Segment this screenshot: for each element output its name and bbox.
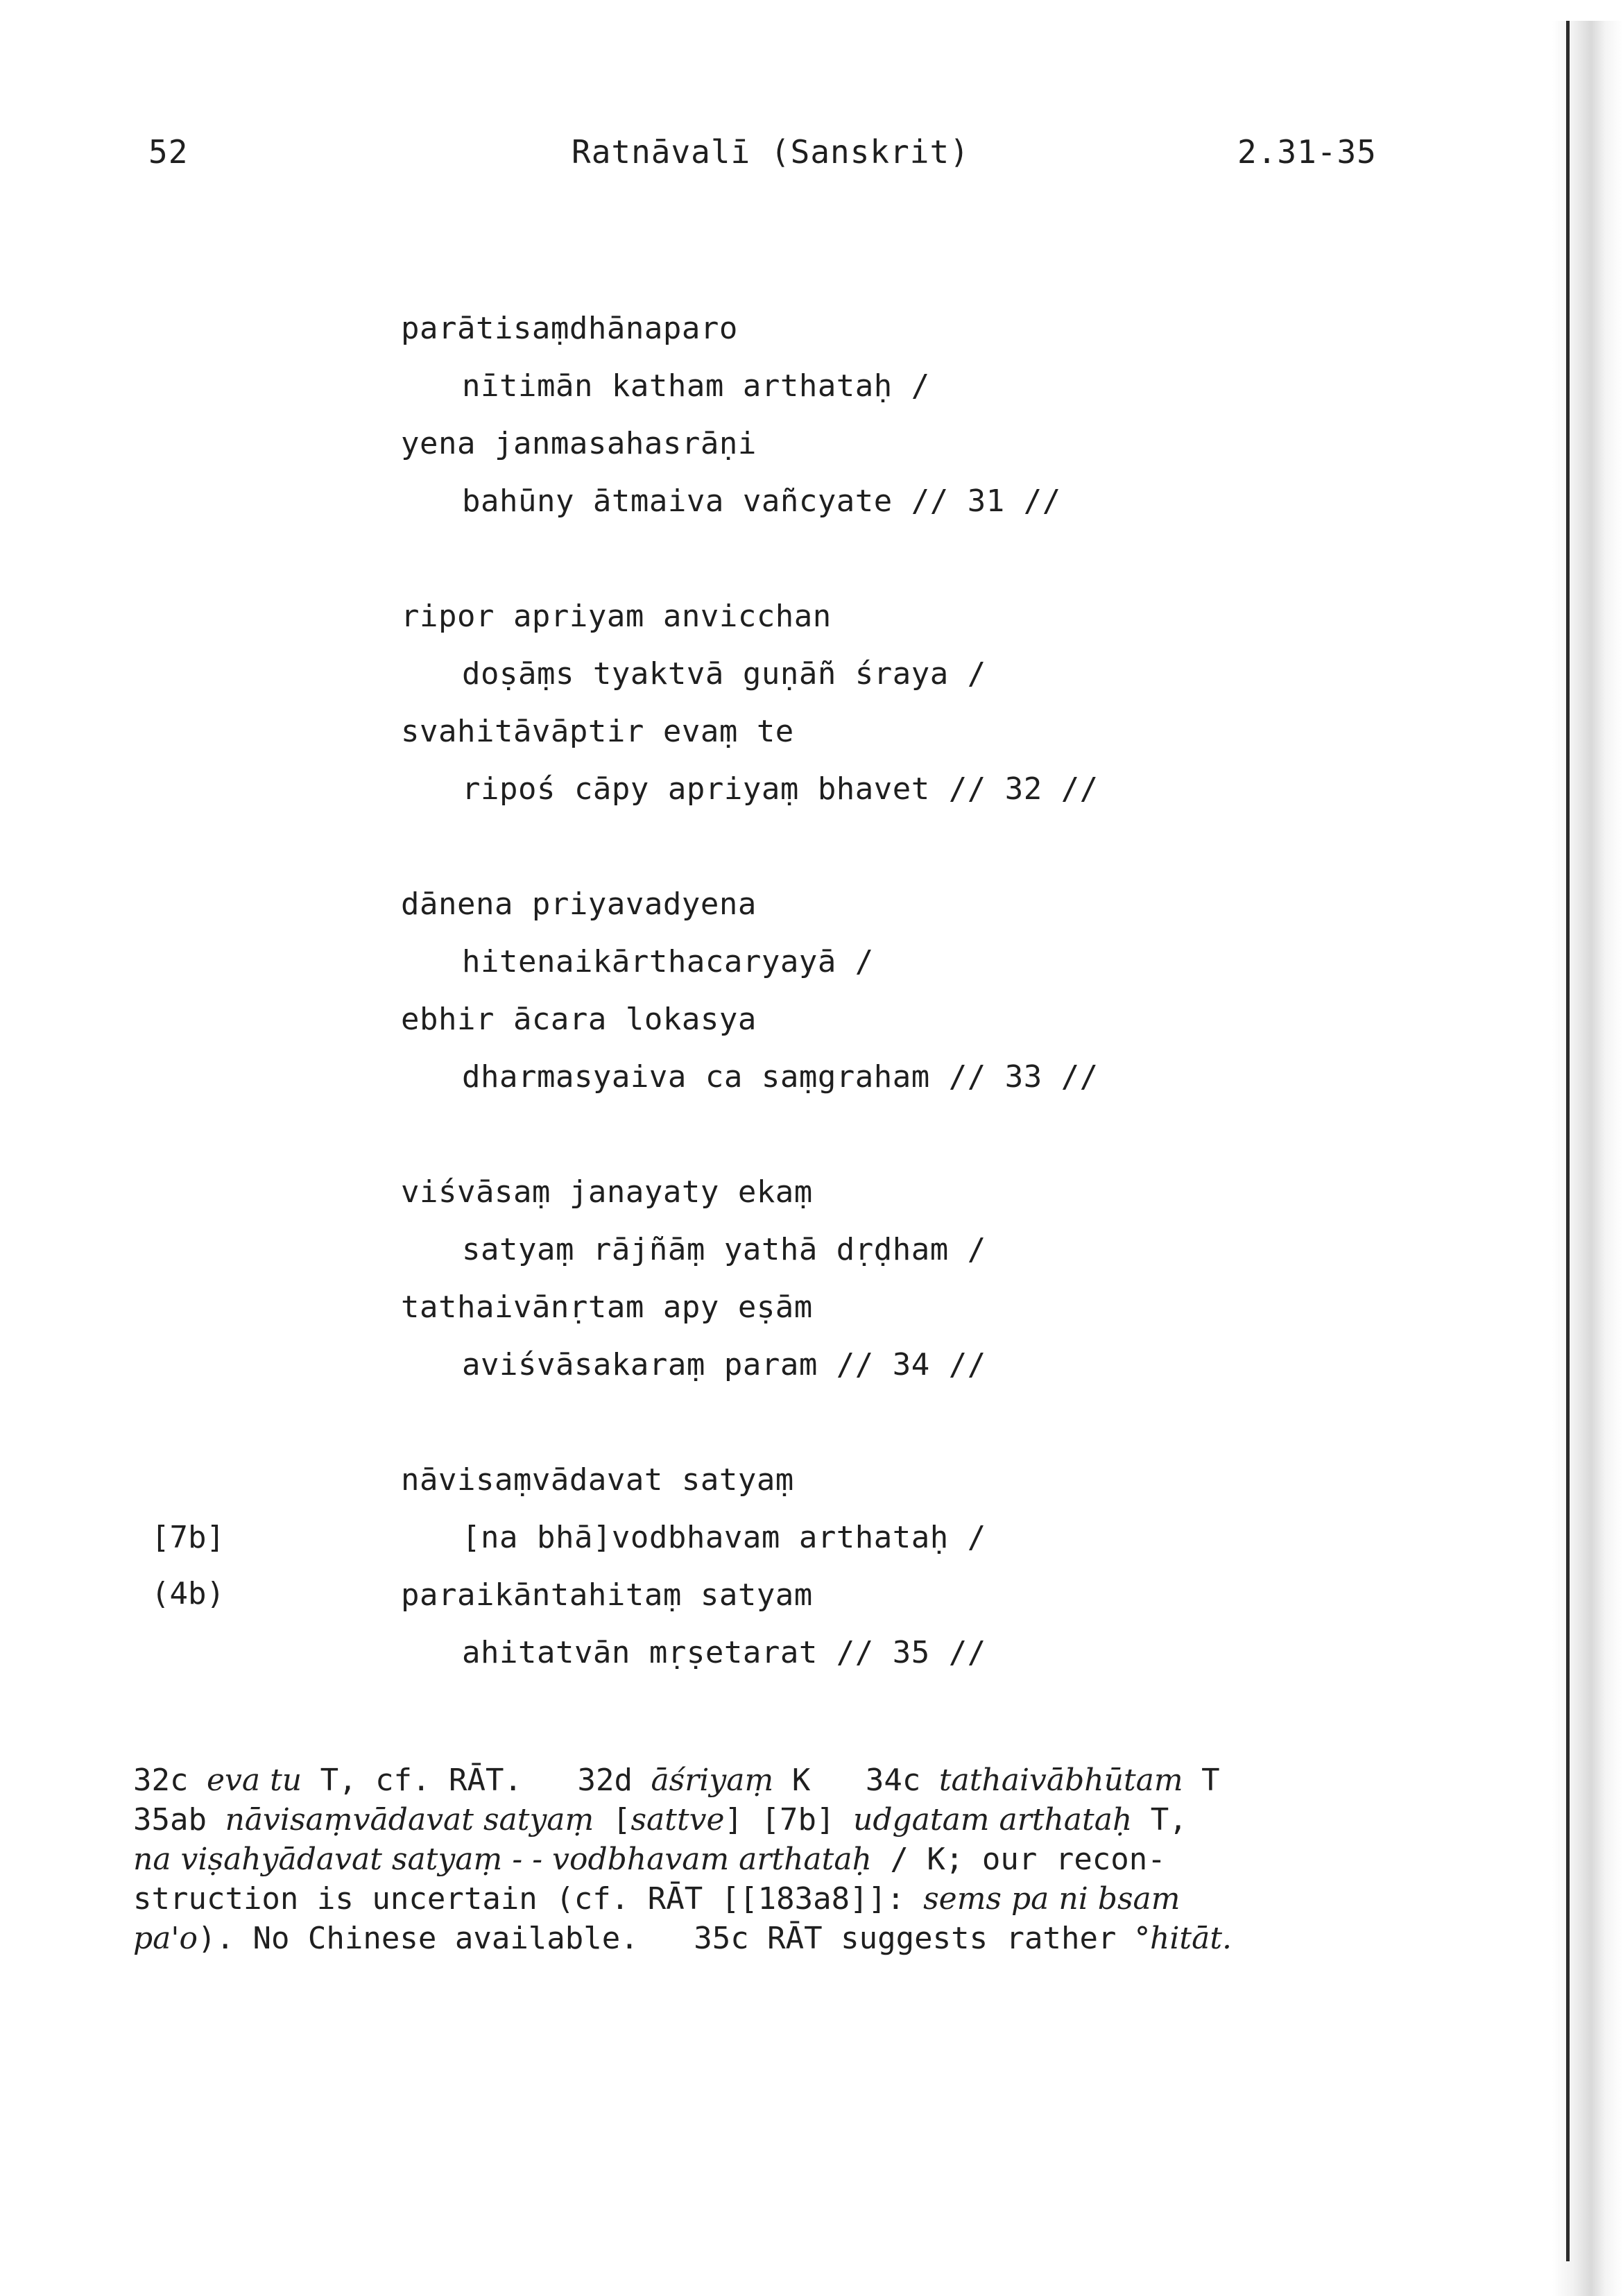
verse-line: viśvāsaṃ janayaty ekaṃ bbox=[401, 1174, 813, 1210]
verse-line: ripor apriyam anvicchan bbox=[401, 599, 832, 634]
note-text: struction is uncertain (cf. RĀT [[183a8]]: bbox=[133, 1881, 924, 1917]
verse-line: nāvisaṃvādavat satyaṃ bbox=[401, 1462, 794, 1498]
verse-line: svahitāvāptir evaṃ te bbox=[401, 714, 794, 749]
note-line bbox=[133, 1840, 1423, 1879]
note-text: [ bbox=[594, 1802, 631, 1837]
note-text: 32c bbox=[133, 1763, 207, 1798]
scan-binding-line bbox=[1566, 21, 1570, 2261]
page-number: 52 bbox=[148, 133, 189, 171]
note-line bbox=[133, 1879, 1423, 1919]
note-reading: nāvisaṃvādavat satyaṃ bbox=[225, 1802, 594, 1837]
note-reading: udgatam arthataḥ bbox=[852, 1802, 1133, 1837]
note-text: / K; our recon- bbox=[871, 1842, 1166, 1877]
verse-line: paraikāntahitaṃ satyam bbox=[401, 1577, 813, 1613]
note-text: 35ab bbox=[133, 1802, 225, 1837]
verse-line: yena janmasahasrāṇi bbox=[401, 426, 757, 461]
verse-line: satyaṃ rājñāṃ yathā dṛḍham / bbox=[462, 1232, 986, 1267]
verse-line: ahitatvān mṛṣetarat // 35 // bbox=[462, 1635, 986, 1670]
note-text: T, cf. RĀT. 32d bbox=[302, 1763, 651, 1798]
scan-edge-shadow bbox=[1552, 21, 1623, 2296]
note-line bbox=[133, 1800, 1423, 1840]
note-text: K 34c bbox=[773, 1763, 939, 1798]
note-text: T bbox=[1183, 1763, 1220, 1798]
note-text: ). No Chinese available. 35c RĀT suggests rather bbox=[197, 1921, 1135, 1956]
verse-line: parātisaṃdhānaparo bbox=[401, 311, 738, 346]
note-reading: °hitāt. bbox=[1135, 1921, 1232, 1956]
page-title: Ratnāvalī (Sanskrit) bbox=[572, 133, 970, 171]
verse-line: ebhir ācara lokasya bbox=[401, 1002, 757, 1037]
verse-line: nītimān katham arthataḥ / bbox=[462, 368, 930, 404]
margin-folio-ref: [7b] bbox=[151, 1520, 225, 1555]
verse-line: ripoś cāpy apriyaṃ bhavet // 32 // bbox=[462, 771, 1099, 807]
note-reading: pa'o bbox=[133, 1921, 198, 1956]
verse-line: doṣāṃs tyaktvā guṇāñ śraya / bbox=[462, 656, 986, 692]
verse-line: aviśvāsakaraṃ param // 34 // bbox=[462, 1347, 986, 1382]
note-line bbox=[133, 1919, 1423, 1958]
verse-line: bahūny ātmaiva vañcyate // 31 // bbox=[462, 483, 1061, 519]
verse-line: dharmasyaiva ca saṃgraham // 33 // bbox=[462, 1059, 1099, 1095]
verse-range: 2.31-35 bbox=[1237, 133, 1377, 171]
note-text: T, bbox=[1132, 1802, 1187, 1837]
note-reading: na viṣahyādavat satyaṃ - - vodbhavam arthataḥ bbox=[133, 1842, 872, 1877]
note-reading: eva tu bbox=[206, 1763, 302, 1798]
note-text: ] [7b] bbox=[724, 1802, 853, 1837]
verse-line: [na bhā]vodbhavam arthataḥ / bbox=[462, 1520, 986, 1555]
margin-page-ref: (4b) bbox=[151, 1576, 225, 1611]
verse-line: dānena priyavadyena bbox=[401, 886, 757, 922]
verse-line: hitenaikārthacaryayā / bbox=[462, 944, 874, 979]
note-reading: sems pa ni bsam bbox=[923, 1881, 1180, 1917]
verse-line: tathaivānṛtam apy eṣām bbox=[401, 1290, 813, 1325]
note-reading: sattve bbox=[630, 1802, 725, 1837]
note-line bbox=[133, 1760, 1423, 1800]
note-reading: āśriyaṃ bbox=[651, 1763, 774, 1798]
note-reading: tathaivābhūtam bbox=[938, 1763, 1183, 1798]
critical-apparatus bbox=[133, 1760, 1423, 1958]
